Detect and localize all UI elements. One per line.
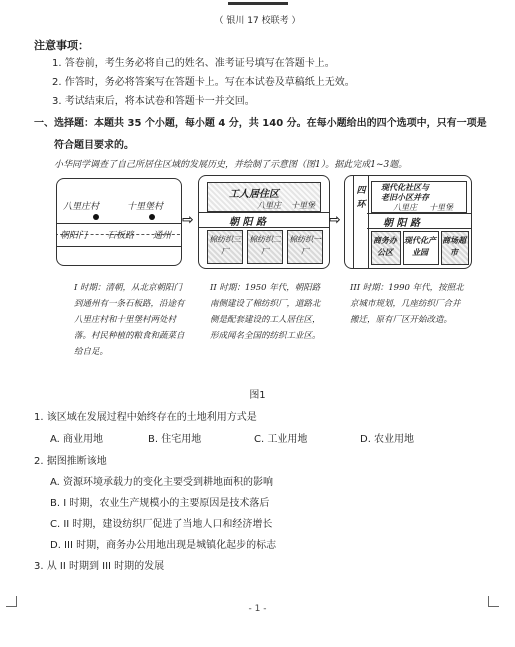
arrow-right-icon: ⇨ [329,212,341,228]
figure-label: 图1 [249,390,266,401]
question-3-stem: 3. 从 II 时期到 III 时期的发展 [34,561,165,572]
zone-label: 现代化社区与 [381,182,429,192]
village-dot [93,214,99,220]
road-label: 朝 阳 路 [383,218,420,229]
village-label: 八里庄村 [63,202,100,212]
village-label: 十里堡 [429,203,453,212]
question-1-option-c: C. 工业用地 [254,434,308,445]
caption-period-1: I 时期：清朝，从北京朝阳门到通州有一条石板路，沿途有八里庄村和十里堡村两处村落。村民种植的粮食和蔬菜自给自足。 [74,283,185,357]
question-intro: 小华同学调查了自己所居住区域的发展历史，并绘制了示意图（图1）。据此完成1~3题。 [54,160,408,170]
village-label: 八里庄 [257,201,281,210]
block-label: 商务办公区 [373,235,397,257]
question-2-option-d: D. III 时期，商务办公用地出现是城镇化起步的标志 [50,540,277,551]
mill-label: 棉纺织二厂 [249,235,281,256]
note-item: 3. 考试结束后，将本试卷和答题卡一并交回。 [52,96,255,107]
panel-period-2 [198,175,330,269]
note-item: 1. 答卷前，考生务必将自己的姓名、准考证号填写在答题卡上。 [52,58,335,69]
section-heading-cont: 符合题目要求的。 [54,140,134,151]
road-label-left: 朝阳门 [60,231,88,241]
zone-label: 老旧小区并存 [381,192,429,202]
village-dot [149,214,155,220]
question-2-option-c: C. II 时期，建设纺织厂促进了当地人口和经济增长 [50,519,273,530]
village-label: 十里堡 [291,201,315,210]
zone-label: 工人居住区 [229,189,279,200]
question-2-option-a: A. 资源环境承载力的变化主要受到耕地面积的影响 [50,477,274,488]
ring-road-label: 四环 [356,186,366,210]
page-number: - 1 - [248,604,267,614]
village-label: 十里堡村 [127,202,164,212]
question-1-option-d: D. 农业用地 [360,434,415,445]
panel-period-3 [344,175,472,269]
question-2-stem: 2. 据图推断该地 [34,456,107,467]
road-label: 朝 阳 路 [229,217,266,228]
block-label: 现代化产业园 [404,235,436,257]
caption-period-2: II 时期：1950 年代，朝阳路南侧建设了棉纺织厂，道路北侧是配套建设的工人居住区，形成闻名全国的纺织工业区。 [210,283,321,341]
caption-period-3: III 时期：1990 年代，按照北京城市规划，几座纺织厂合并搬迁，原有厂区开始改造。 [350,283,464,325]
road-label-mid: 石板路 [107,231,135,241]
block-label: 商场超市 [442,235,466,257]
question-1-option-b: B. 住宅用地 [148,434,202,445]
exam-subtitle: （ 银川 17 校联考 ） [214,16,301,26]
mill-label: 棉纺织三厂 [209,235,241,256]
panel-period-1 [56,178,182,266]
question-2-option-b: B. I 时期，农业生产规模小的主要原因是技术落后 [50,498,270,509]
mill-label: 棉纺织一厂 [289,235,321,256]
road-label-right: 通州 [153,231,172,241]
village-label: 八里庄 [393,203,417,212]
question-1-stem: 1. 该区域在发展过程中始终存在的土地利用方式是 [34,412,257,423]
note-item: 2. 作答时，务必将答案写在答题卡上。写在本试卷及草稿纸上无效。 [52,77,355,88]
section-heading: 一、选择题：本题共 35 个小题，每小题 4 分，共 140 分。在每小题给出的四个选项中，只有一项是 [34,118,487,129]
arrow-right-icon: ⇨ [182,212,194,228]
notes-title: 注意事项： [34,39,89,52]
title-remnant [228,0,288,5]
question-1-option-a: A. 商业用地 [50,434,104,445]
